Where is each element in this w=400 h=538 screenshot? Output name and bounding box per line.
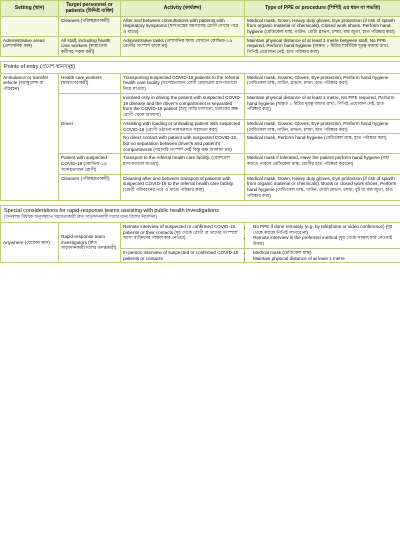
ppe-cell [245,222,400,248]
table-row [1,16,400,36]
activity-cell: Involved only in driving the patient with suspected COVID-19 disease and the driver's compartment is separated from the COVID-19 patient (শুধু গাড়ি চালানো, চালকের কক্ষ রোগী থেকে আলাদা) [121,93,245,119]
ppe-cell [245,248,400,262]
activity-cell: Administrative tasks (প্রশাসনিক কাজ যেখানে কোভিড-১৯ রোগীর সংস্পর্শ থাকে না) [121,36,245,56]
ppe-bullet: • Remote interview is the preferred method (দূর থেকে সাক্ষাৎকার নেওয়াই উত্তম) [253,235,398,246]
ppe-cell: Medical mask if tolerated, Have the patient perform hand hygiene (সহ্য করতে পারলে মেডিকেল মাস্ক, রোগীর হাত পরিষ্কার করানো) [245,154,400,174]
activity-cell: Transport to the referral health care facility. (রেফারেল হাসপাতালে যাওয়া) [121,154,245,174]
ppe-table-top [0,0,400,57]
section-title: Special considerations for rapid-response teams assisting with public health investigations [4,207,219,214]
table-row [1,36,400,56]
target-cell: Cleaners (পরিচ্ছন্নতাকর্মী) [59,174,121,200]
setting-cell: Anywhere (যেকোন স্থান) [1,222,59,262]
target-cell: Cleaners (পরিচ্ছন্নতাকর্মী) [59,16,121,36]
header-setting: Setting (স্থান) [1,1,59,17]
table-row [1,93,400,119]
ppe-bullet: • Medical mask (মেডিকেল মাস্ক) [253,250,398,256]
section-title-bengali: (জনস্বাস্থ্য বিষয়ক অনুসন্ধানে সহায়তাকারী দ্রুত সাড়াদানকারী দলের জন্য বিশেষ নির্দেশনা) [4,214,157,220]
target-cell: Driver [59,93,121,154]
target-cell: Health care workers (স্বাস্থ্যসেবাকর্মী) [59,73,121,93]
table-row [1,73,400,93]
table-row [1,222,400,248]
ppe-bullet: • No PPE if done remotely (e.g. by telephone or video conference) (দূর থেকে করলে পিপিই লাগবে না) [253,224,398,235]
activity-cell: In-person interview of suspected or confirmed COVID-19 patients or contacts [121,248,245,262]
activity-cell: Cleaning after and between transport of patients with suspected COVID-19 to the referral health care facility. (রোগী পরিবহনের পরে ও মাঝে পরিষ্কার করা) [121,174,245,200]
target-cell: Patient with suspected COVID-19 (কোভিড-১৯ সন্দেহভাজন রোগী) [59,154,121,174]
activity-cell: After and between consultations with patients with respiratory symptoms (শ্বাসতন্ত্রের সমস্যাসহ রোগী দেখার পরে ও মাঝে) [121,16,245,36]
ppe-cell: Maintain physical distance of at least 1 metre, No PPE required, Perform hand hygiene (অন্তত ১ মিটার দূরত্ব বজায় রাখা, পিপিই প্রয়োজন নেই, হাত পরিষ্কার করা) [245,93,400,119]
setting-cell: Ambulance or transfer vehicle (অ্যাম্বুলেন্স বা পরিবহন) [1,73,59,200]
target-cell: All staff, including health care workers (স্বাস্থ্যসেবা কর্মীসহ সকল কর্মী) [59,36,121,56]
header-activity: Activity (কার্যক্রম) [121,1,245,17]
section-title-rapid-response [1,205,400,222]
ppe-cell: Medical mask, Gown, Heavy duty gloves, Eye protection (if risk of splash from organic material or chemicals), Closed work shoes, Perform hand hygiene (মেডিকেল মাস্ক, গাউন, মোটা গ্লাভস, চশমা, বন্ধ জুতা, হাত পরিষ্কার করা) [245,16,400,36]
ppe-cell: Medical mask, Perform hand hygiene (মেডিকেল মাস্ক, হাত পরিষ্কার করা) [245,134,400,154]
table-row [1,174,400,200]
section-title-points-of-entry: Points of entry (প্রবেশ স্থানসমূহ) [1,61,400,73]
ppe-cell: Medical mask, Gowns, Gloves, Eye protection, Perform hand hygiene (মেডিকেল মাস্ক, গাউন, গ্লাভস, চশমা, হাত পরিষ্কার করা) [245,73,400,93]
activity-cell: No direct contact with patient with suspected COVID-19, but no separation between driver's and patient's compartments (সরাসরি সংস্পর্শ নেই কিন্তু কক্ষ আলাদা নয়) [121,134,245,154]
setting-cell: Administrative areas (প্রশাসনিক কক্ষ) [1,36,59,56]
table-header [1,1,400,17]
activity-cell: Assisting with loading or unloading patient with suspected COVID-19 (রোগী ওঠানো-নামানোতে সহায়তা করা) [121,119,245,133]
ppe-table-rapid-response [0,205,400,264]
ppe-bullet: • Maintain physical distance of at least 1 metre [253,256,398,262]
activity-cell: Remote interview of suspected or confirmed COVID-19 patients or their contacts (দূর থেকে রোগী বা তাদের সংস্পর্শে আসা ব্যক্তিদের সাক্ষাৎকার নেওয়া) [121,222,245,248]
ppe-table-points-of-entry [0,61,400,201]
table-row [1,154,400,174]
ppe-cell: Maintain physical distance of at least 1 metre between staff, No PPE required, Perform hand hygiene (অন্তত ১ মিটার শারীরিক দূরত্ব বজায় রাখা, পিপিই প্রয়োজন নেই, হাত পরিষ্কার করা) [245,36,400,56]
ppe-cell: Medical mask, Gown, Heavy duty gloves, Eye protection (if risk of splash from organic material or chemicals), Boots or closed work shoes, Perform hand hygiene (মেডিকেল মাস্ক, গাউন, মোটা গ্লাভস, চশমা, বুট বা বন্ধ জুতা, হাত পরিষ্কার করা) [245,174,400,200]
ppe-cell: Medical mask, Gowns, Gloves, Eye protection, Perform hand hygiene (মেডিকেল মাস্ক, গাউন, গ্লাভস, চশমা, হাত পরিষ্কার করা) [245,119,400,133]
target-cell: Rapid-response team investigators (দ্রুত সাড়াদানকারী দলের তদন্তকারী) [59,222,121,262]
header-target: Target personnel or patients (উদ্দিষ্ট ব্যক্তি) [59,1,121,17]
header-ppe: Type of PPE or procedure (পিপিই এর ধরন বা পদ্ধতি) [245,1,400,17]
activity-cell: Transporting suspected COVID-19 patients to the referral health care facility (সন্দেহভাজন রোগী রেফারেল হাসপাতালে নিয়ে যাওয়া) [121,73,245,93]
